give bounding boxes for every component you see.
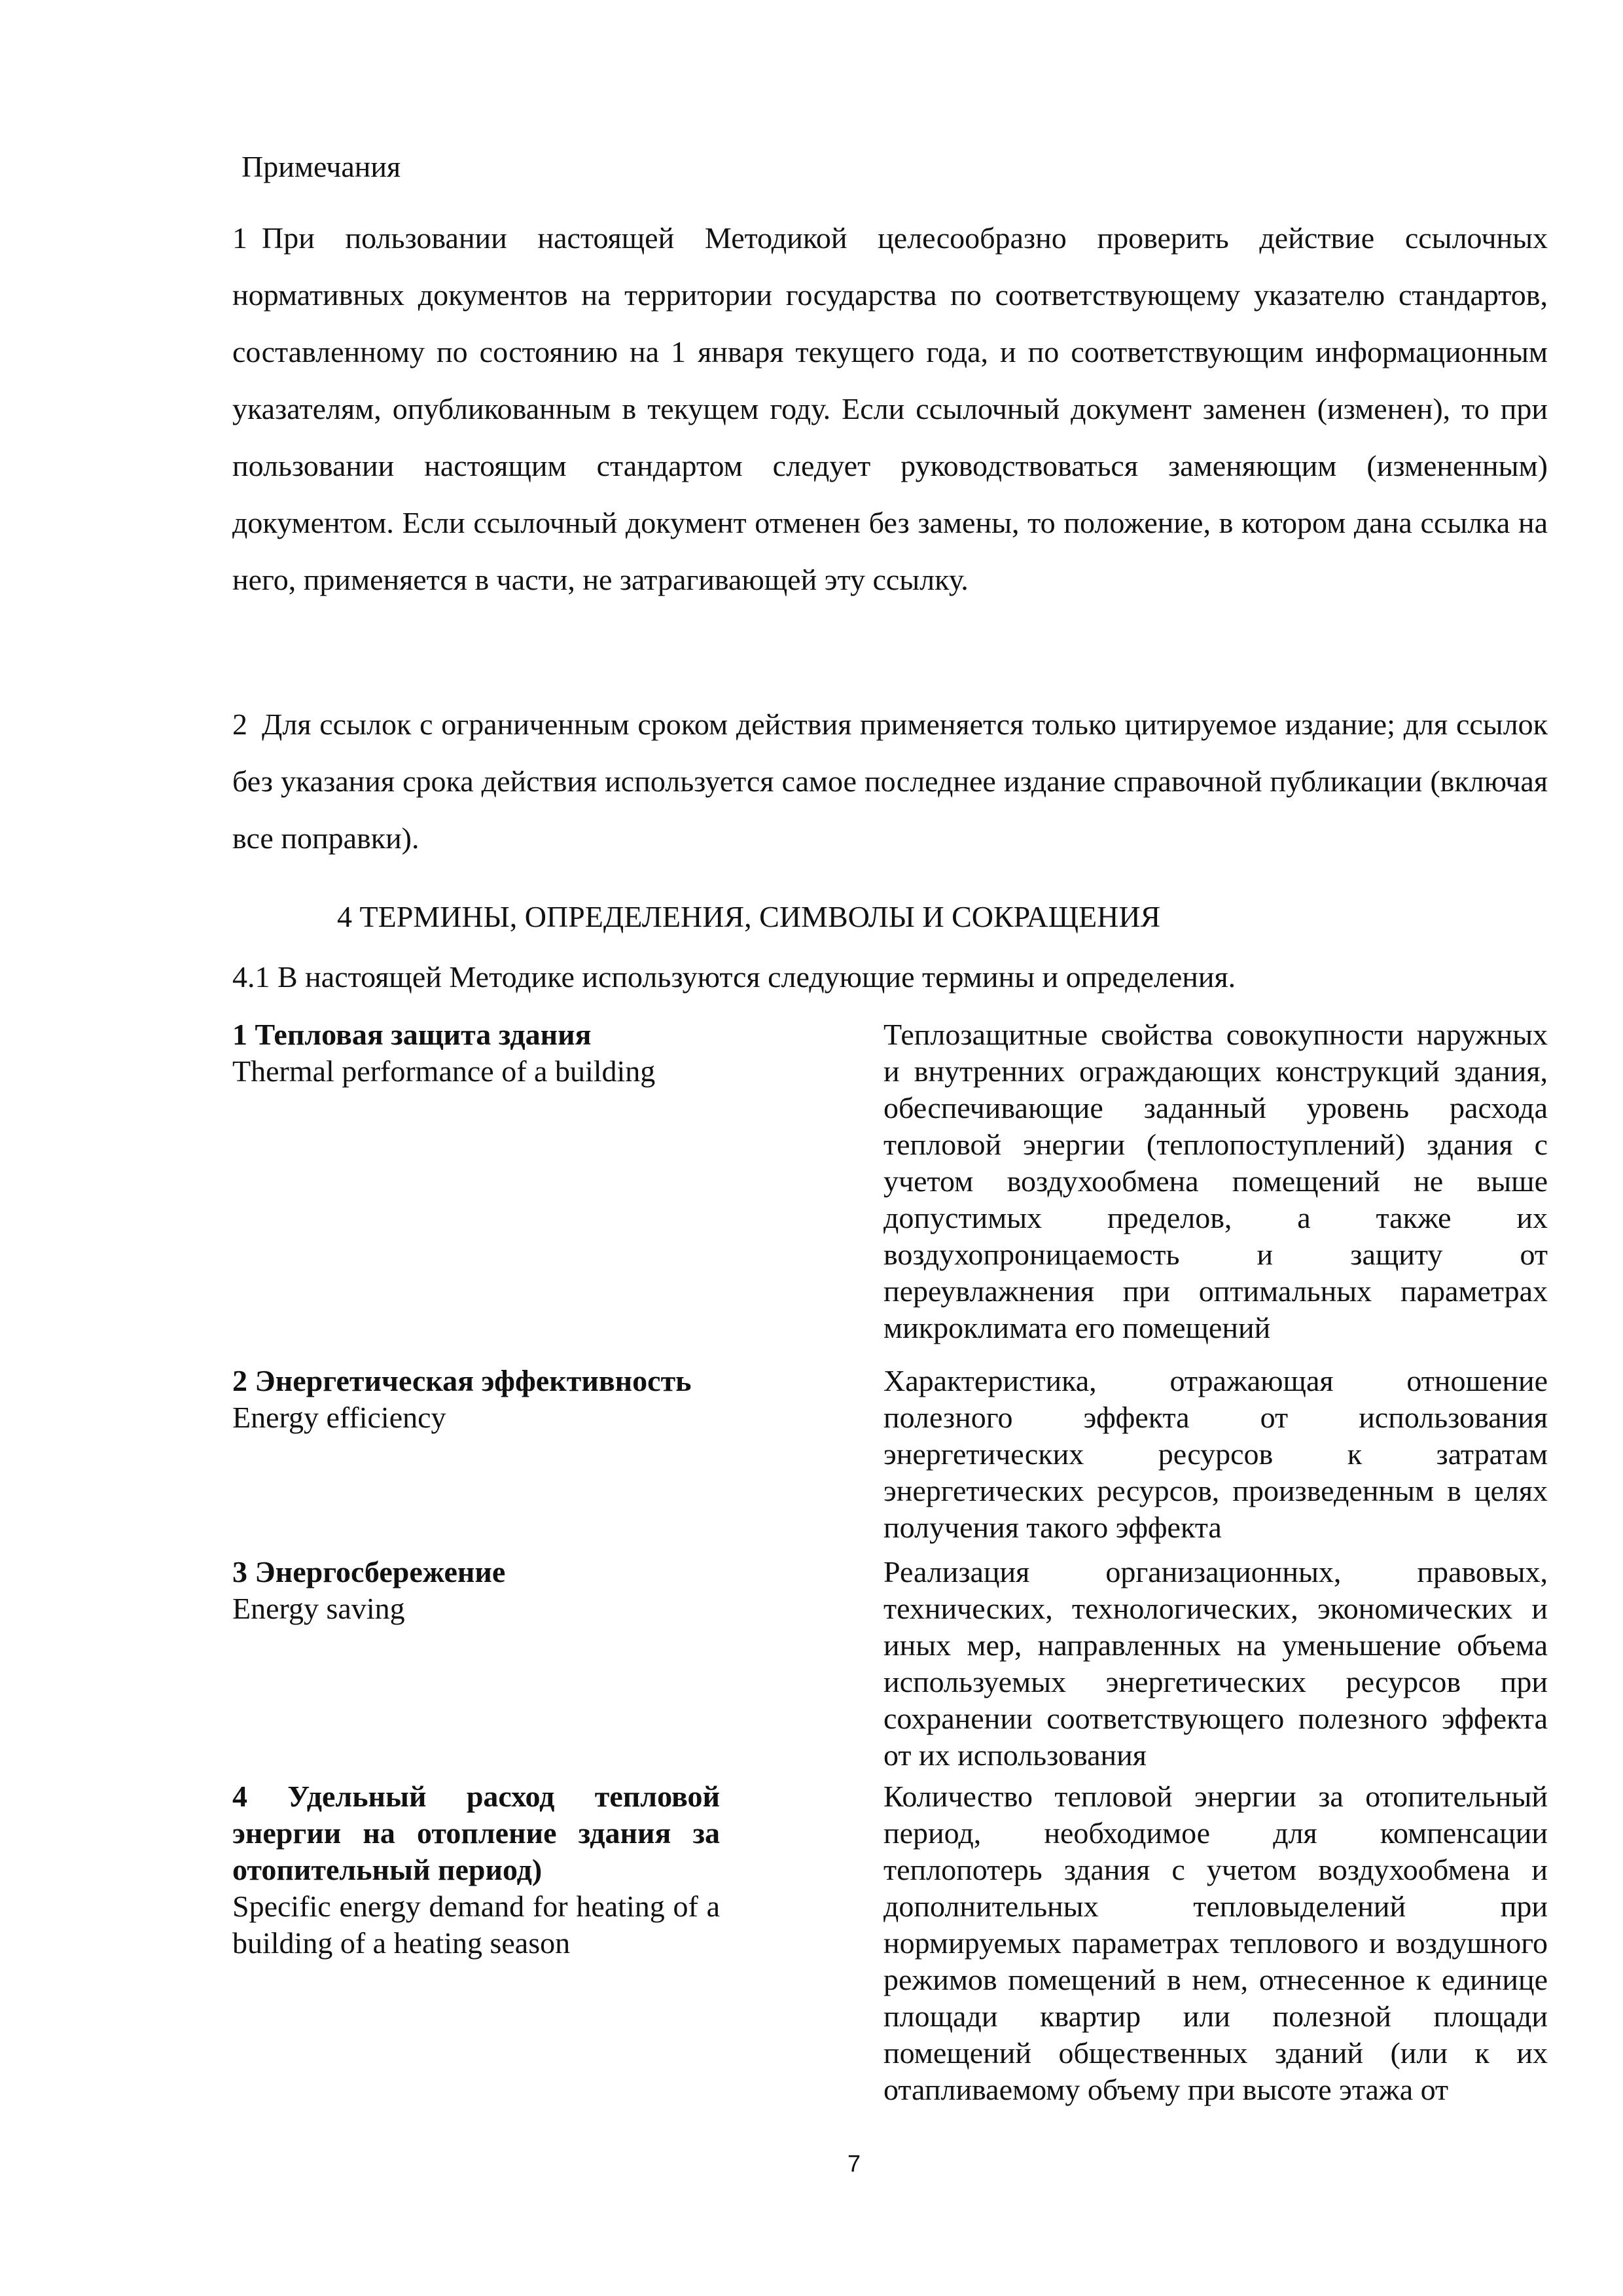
note-text: Для ссылок с ограниченным сроком действия применяется только цитируемое издание; для ссылок без указания срока действия используется самое последнее издание справочной публикации (включая все поправки). [232,708,1548,855]
document-page [232,0,1548,2296]
note-number: 2 [232,708,247,741]
term-ru: 1 Тепловая защита здания [232,1018,592,1051]
term-ru: 2 Энергетическая эффективность [232,1364,692,1397]
term-en: Specific energy demand for heating of a building of a heating season [232,1890,720,1960]
term-ru: 4 Удельный расход тепловой энергии на отопление здания за отопительный период) [232,1780,720,1886]
term-definition: Количество тепловой энергии за отопительный период, необходимое для компенсации теплопотерь здания с учетом воздухообмена и дополнительных тепловыделений при нормируемых параметрах теплового и воздушного режимов помещений в нем, отнесенное к единице площади квартир или полезной площади помещений общественных зданий (или к их отапливаемому объему при высоте этажа от [883,1780,1548,2106]
note-text: При пользовании настоящей Методикой целесообразно проверить действие ссылочных нормативных документов на территории государства по соответствующему указателю стандартов, составленному по состоянию на 1 января текущего года, и по соответствующим информационным указателям, опубликованным в текущем году. Если ссылочный документ заменен (изменен), то при пользовании настоящим стандартом следует руководствоваться заменяющим (измененным) документом. Если ссылочный документ отменен без замены, то положение, в котором дана ссылка на него, применяется в части, не затрагивающей эту ссылку. [232,221,1548,596]
page-number: 7 [847,2150,861,2177]
term-name [232,1778,720,1962]
note-item [232,209,1548,608]
note-item [232,696,1548,867]
section-intro: 4.1 В настоящей Методике используются следующие термины и определения. [232,960,1236,994]
term-definition: Теплозащитные свойства совокупности наружных и внутренних ограждающих конструкций здания, обеспечивающие заданный уровень расхода тепловой энергии (теплопоступлений) здания с учетом воздухообмена помещений не выше допустимых пределов, а также их воздухопроницаемость и защиту от переувлажнения при оптимальных параметрах микроклимата его помещений [883,1018,1548,1344]
term-definition: Характеристика, отражающая отношение полезного эффекта от использования энергетических ресурсов к затратам энергетических ресурсов, произведенным в целях получения такого эффекта [883,1364,1548,1544]
term-name [232,1554,720,1627]
term-ru: 3 Энергосбережение [232,1555,506,1588]
term-definition: Реализация организационных, правовых, технических, технологических, экономических и иных мер, направленных на уменьшение объема используемых энергетических ресурсов при сохранении соответствующего полезного эффекта от их использования [883,1555,1548,1772]
section-heading: 4 ТЕРМИНЫ, ОПРЕДЕЛЕНИЯ, СИМВОЛЫ И СОКРАЩЕНИЯ [337,900,1161,933]
term-en: Energy saving [232,1592,405,1625]
term-name [232,1363,720,1436]
note-number: 1 [232,221,247,255]
term-en: Energy efficiency [232,1401,446,1434]
term-en: Thermal performance of a building [232,1054,656,1088]
notes-title: Примечания [241,150,401,183]
term-name [232,1016,720,1090]
